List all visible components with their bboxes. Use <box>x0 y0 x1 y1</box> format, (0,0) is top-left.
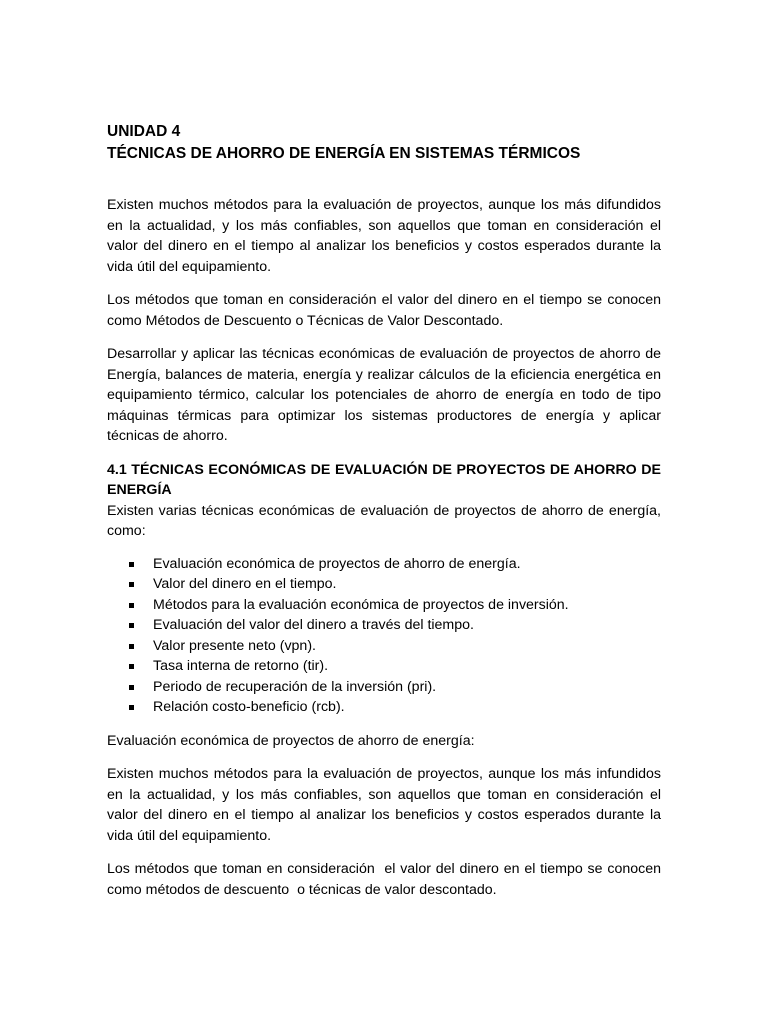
intro-paragraph-2: Los métodos que toman en consideración el valor del dinero en el tiempo se conocen como Métodos de Descuento o Técnicas de Valor Descontado. <box>107 292 661 329</box>
list-item-text: Valor presente neto (vpn). <box>153 637 316 654</box>
list-item-text: Evaluación del valor del dinero a través del tiempo. <box>153 617 474 633</box>
square-bullet-icon <box>129 705 134 710</box>
list-item <box>107 574 661 595</box>
list-item-text: Valor del dinero en el tiempo. <box>153 576 337 592</box>
list-item <box>107 636 661 657</box>
list-item-text: Periodo de recuperación de la inversión (pri). <box>153 678 437 695</box>
unit-title: TÉCNICAS DE AHORRO DE ENERGÍA EN SISTEMAS TÉRMICOS <box>107 145 581 162</box>
square-bullet-icon <box>129 623 134 628</box>
section-intro-paragraph: Existen varias técnicas económicas de evaluación de proyectos de ahorro de energía, como: <box>107 502 661 539</box>
techniques-list <box>107 554 661 718</box>
section-title: 4.1 TÉCNICAS ECONÓMICAS DE EVALUACIÓN DE PROYECTOS DE AHORRO DE ENERGÍA <box>107 461 661 498</box>
intro-paragraph-1: Existen muchos métodos para la evaluación de proyectos, aunque los más difundidos en la actualidad, y los más confiables, son aquellos que toman en consideración el valor del dinero en el tiempo al analizar los beneficios y costos esperados durante la vida útil del equipamiento. <box>107 197 661 275</box>
after-paragraph-3: Los métodos que toman en consideración el valor del dinero en el tiempo se conocen como métodos de descuento o técnicas de valor descontado. <box>107 861 665 898</box>
square-bullet-icon <box>129 685 134 690</box>
document-page <box>107 121 665 900</box>
intro-paragraph-3: Desarrollar y aplicar las técnicas económicas de evaluación de proyectos de ahorro de Energía, balances de materia, energía y realizar cálculos de la eficiencia energética en equipamiento térmico, calcular los potenciales de ahorro de energía en todo de tipo máquinas térmicas para optimizar los sistemas productores de energía y aplicar técnicas de ahorro. <box>107 346 661 444</box>
after-paragraph-1: Evaluación económica de proyectos de ahorro de energía: <box>107 732 475 749</box>
list-item-text: Tasa interna de retorno (tir). <box>153 658 329 674</box>
square-bullet-icon <box>129 603 134 608</box>
list-item <box>107 697 661 718</box>
list-item <box>107 554 661 575</box>
list-item <box>107 615 661 636</box>
list-item <box>107 677 661 698</box>
unit-label: UNIDAD 4 <box>107 123 181 140</box>
list-item <box>107 656 661 677</box>
square-bullet-icon <box>129 562 134 567</box>
list-item-text: Evaluación económica de proyectos de ahorro de energía. <box>153 555 521 572</box>
square-bullet-icon <box>129 644 134 649</box>
square-bullet-icon <box>129 582 134 587</box>
square-bullet-icon <box>129 664 134 669</box>
after-paragraph-2: Existen muchos métodos para la evaluación de proyectos, aunque los más infundidos en la actualidad, y los más confiables, son aquellos que toman en consideración el valor del dinero en el tiempo al analizar los beneficios y costos esperados durante la vida útil del equipamiento. <box>107 766 661 844</box>
list-item-text: Métodos para la evaluación económica de proyectos de inversión. <box>153 596 569 613</box>
list-item-text: Relación costo-beneficio (rcb). <box>153 699 345 715</box>
list-item <box>107 595 661 616</box>
